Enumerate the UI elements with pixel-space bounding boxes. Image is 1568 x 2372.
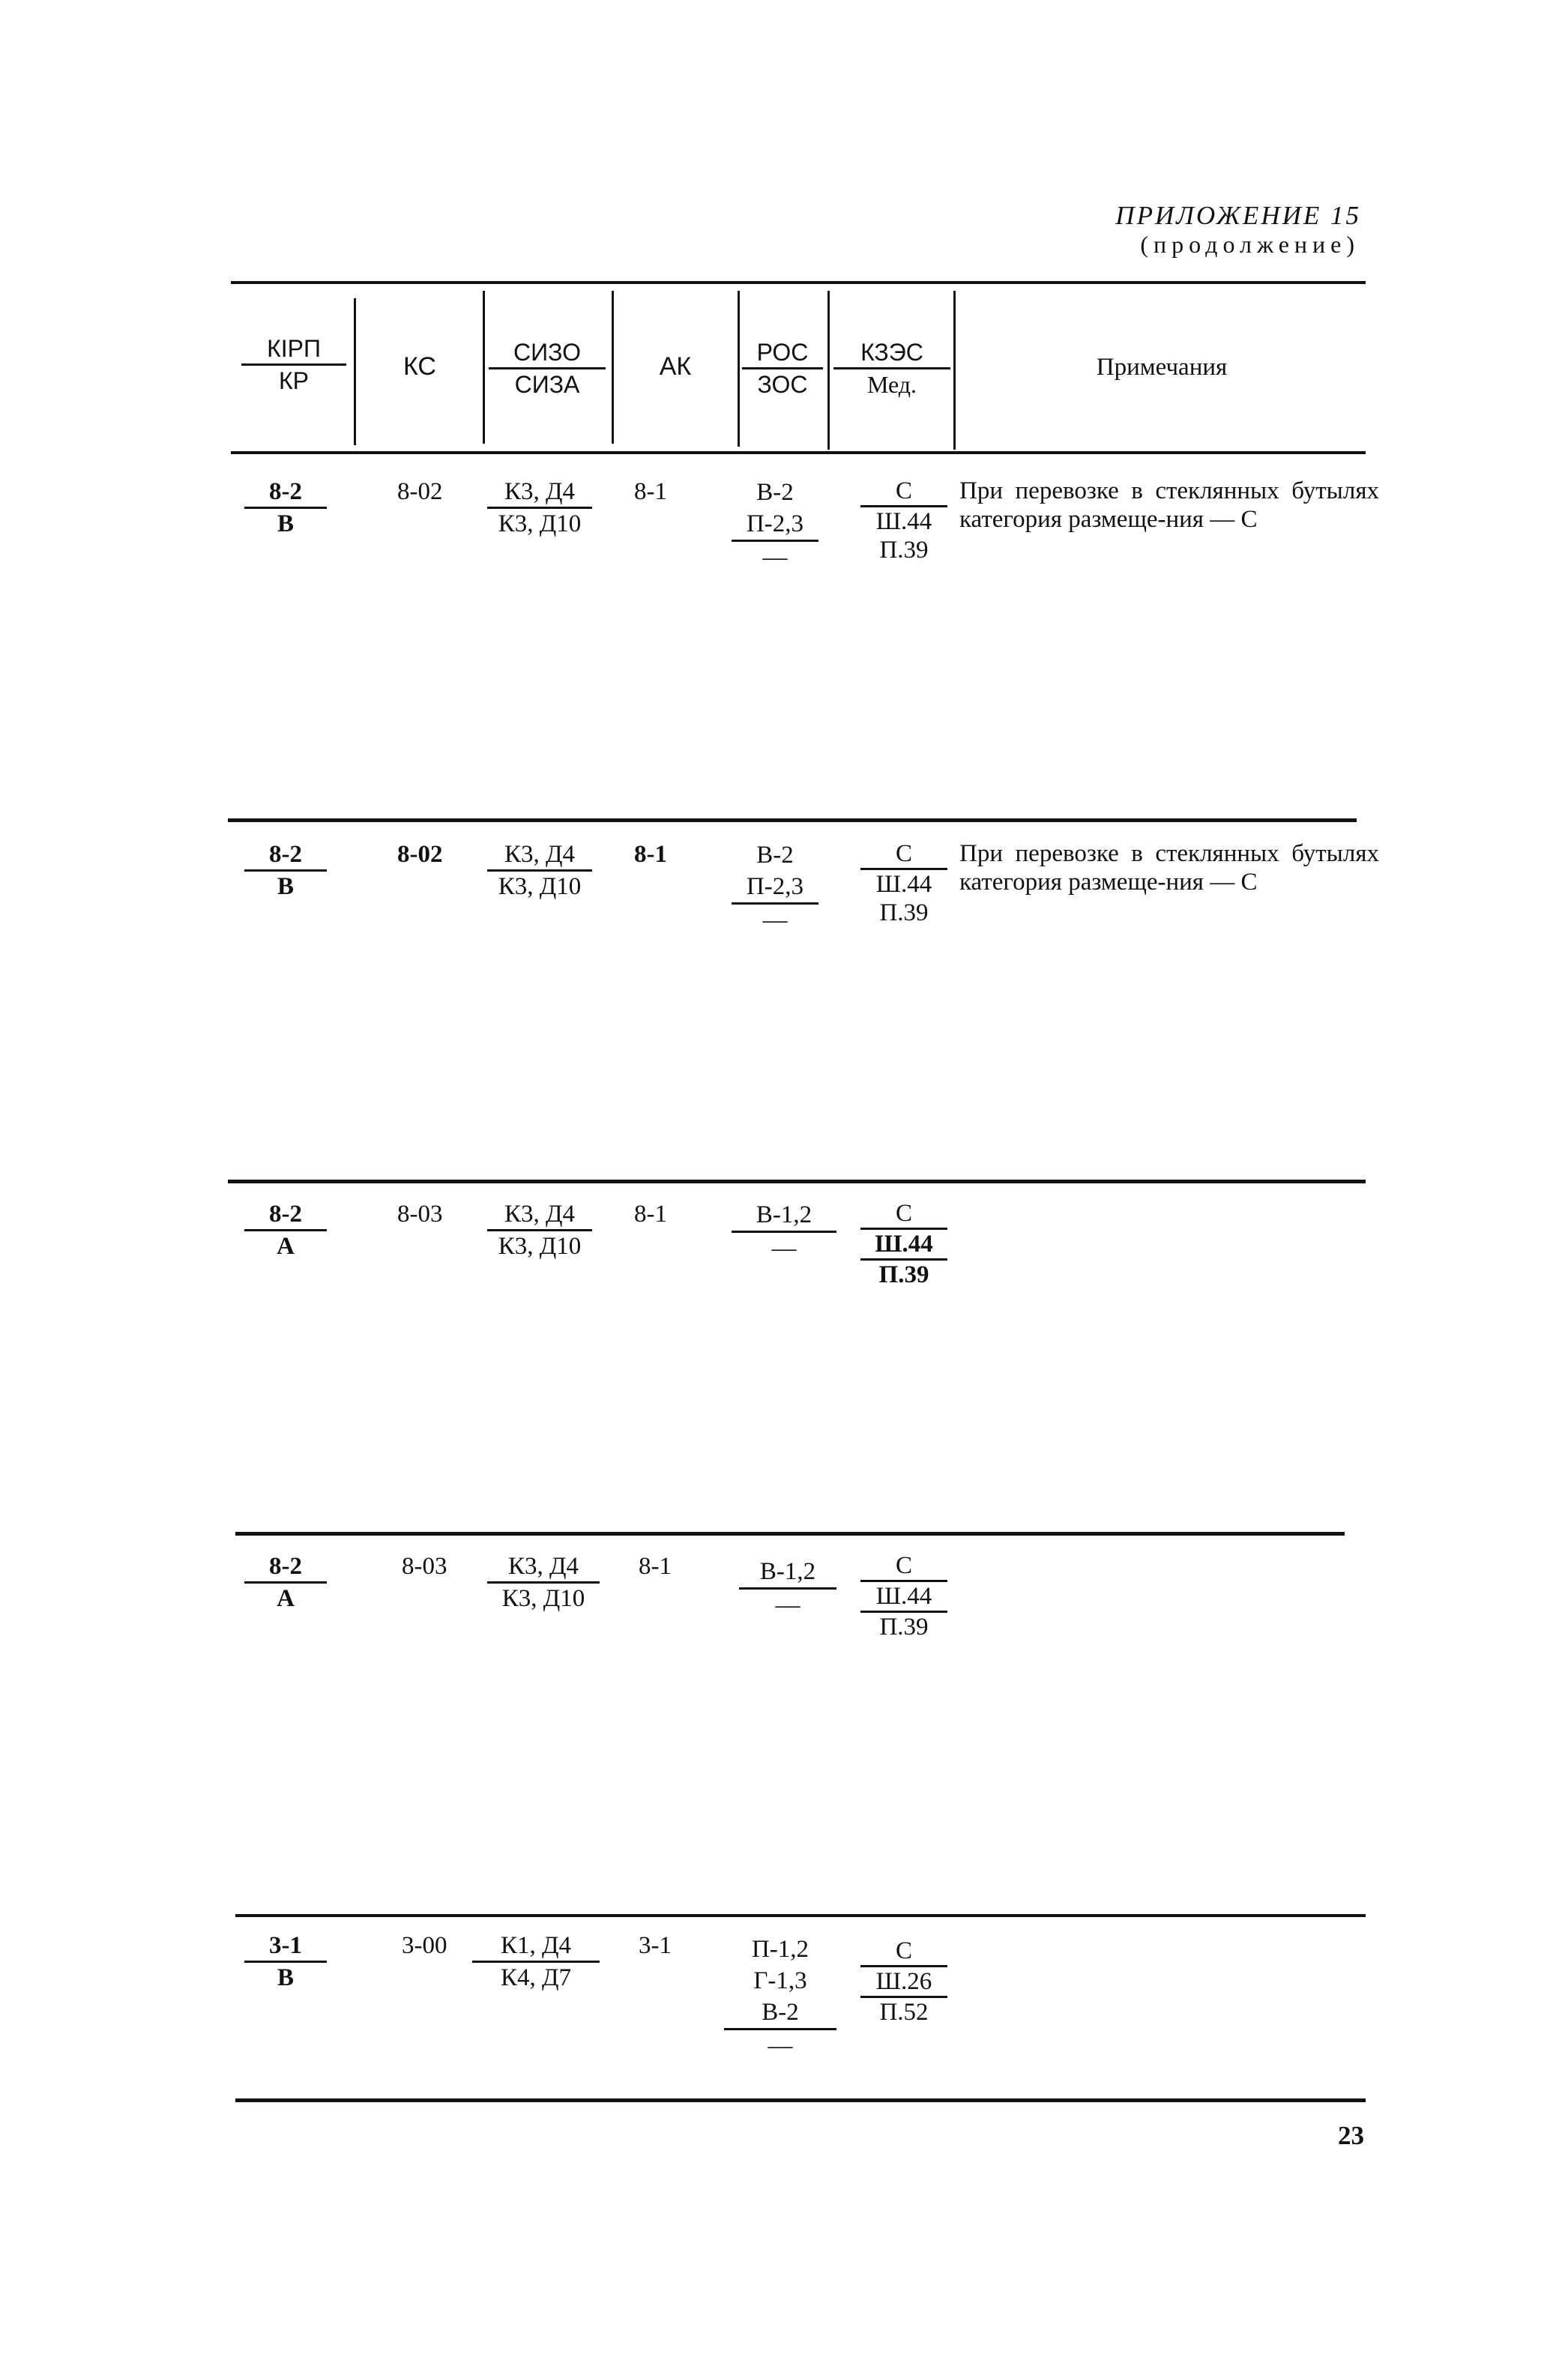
row2-ak: 8-1 <box>634 841 667 868</box>
row1-kr: В <box>277 510 294 537</box>
row3-med-2: П.39 <box>878 1261 929 1288</box>
row4-ak: 8-1 <box>639 1553 672 1580</box>
row3-ros-zos <box>732 1199 836 1264</box>
row2-kzes-med <box>860 839 947 927</box>
row3-kzes-med <box>860 1199 947 1289</box>
row3-ros-1: В-1,2 <box>732 1199 836 1233</box>
row5-ros-3: В-2 <box>724 1997 836 2030</box>
row3-kzes: С <box>860 1199 947 1230</box>
row1-kzes-med <box>860 477 947 564</box>
row1-ros-1: В-2 <box>756 479 794 506</box>
row5-ks: 3-00 <box>402 1932 447 1959</box>
row1-ks: 8-02 <box>397 478 443 505</box>
row-separator-3 <box>235 1532 1345 1536</box>
row5-med-1: Ш.26 <box>860 1967 947 1998</box>
row5-ros-zos <box>724 1934 836 2062</box>
col-ks: КС <box>403 352 436 381</box>
row4-sizo-siza <box>487 1551 600 1614</box>
col-kr-label: КР <box>279 367 309 394</box>
row2-med-2: П.39 <box>879 899 929 926</box>
row3-siza: К3, Д10 <box>498 1233 582 1260</box>
row1-note: При перевозке в стеклянных бутылях категория размеще-ния — С <box>959 477 1379 533</box>
row2-kirp: 8-2 <box>244 839 327 872</box>
row5-kirp-kr <box>244 1931 327 1993</box>
col-zos-label: ЗОС <box>757 371 808 398</box>
row4-sizo: К3, Д4 <box>487 1551 600 1584</box>
row2-kr: В <box>277 873 294 900</box>
row3-ak: 8-1 <box>634 1201 667 1228</box>
header-divider-5 <box>827 291 830 450</box>
row5-ros-2: Г-1,3 <box>753 1967 807 1994</box>
row-separator-1 <box>228 818 1357 822</box>
row2-sizo-siza <box>487 839 592 902</box>
row3-sizo: К3, Д4 <box>487 1199 592 1231</box>
row1-ros-2: П-2,3 <box>732 508 818 542</box>
page-number: 23 <box>1338 2121 1364 2150</box>
header-divider-4 <box>738 291 740 447</box>
row5-zos: — <box>768 2033 793 2059</box>
row1-sizo: К3, Д4 <box>487 477 592 509</box>
row1-med-1: Ш.44 <box>875 508 932 535</box>
row2-note: При перевозке в стеклянных бутылях категория размеще-ния — С <box>959 840 1379 896</box>
row2-ros-2: П-2,3 <box>732 871 818 905</box>
col-sizo-siza <box>489 337 606 399</box>
appendix-title: ПРИЛОЖЕНИЕ 15 <box>1115 201 1361 230</box>
row2-ros-1: В-2 <box>756 842 794 869</box>
row4-med-2: П.39 <box>879 1614 929 1641</box>
row4-kirp: 8-2 <box>244 1551 327 1584</box>
header-divider-6 <box>953 291 956 450</box>
row5-sizo: К1, Д4 <box>472 1931 600 1963</box>
row4-zos: — <box>775 1592 800 1619</box>
row3-ks: 8-03 <box>397 1201 443 1228</box>
row1-kirp-kr <box>244 477 327 539</box>
row3-med-1: Ш.44 <box>860 1230 947 1261</box>
row4-siza: К3, Д10 <box>501 1585 585 1612</box>
row4-med-1: Ш.44 <box>860 1582 947 1613</box>
col-kirp-kr <box>241 334 346 396</box>
row4-kr: А <box>277 1585 295 1612</box>
row4-ks: 8-03 <box>402 1553 447 1580</box>
row2-med-1: Ш.44 <box>875 871 932 898</box>
row2-kirp-kr <box>244 839 327 902</box>
table-top-rule <box>231 281 1366 284</box>
row1-zos: — <box>762 544 788 571</box>
row5-kzes: С <box>860 1937 947 1967</box>
row1-med-2: П.39 <box>879 537 929 564</box>
col-notes: Примечания <box>1096 354 1228 381</box>
col-ak: АК <box>659 352 692 381</box>
row3-sizo-siza <box>487 1199 592 1261</box>
col-ros-zos <box>742 337 823 399</box>
row5-sizo-siza <box>472 1931 600 1993</box>
row5-ak: 3-1 <box>639 1932 672 1959</box>
row5-med-2: П.52 <box>879 1999 929 2026</box>
row4-kzes-med <box>860 1551 947 1641</box>
row3-zos: — <box>771 1235 797 1262</box>
row4-kirp-kr <box>244 1551 327 1614</box>
row5-kirp: 3-1 <box>244 1931 327 1963</box>
row2-siza: К3, Д10 <box>498 873 582 900</box>
row1-kirp: 8-2 <box>244 477 327 509</box>
row5-siza: К4, Д7 <box>500 1964 572 1991</box>
row4-ros-zos <box>739 1556 836 1621</box>
row3-kr: А <box>277 1233 295 1260</box>
row-separator-2 <box>228 1180 1366 1183</box>
header-divider-2 <box>483 291 485 444</box>
row1-ros-zos <box>732 477 818 573</box>
row2-kzes: С <box>860 839 947 870</box>
header-divider-1 <box>354 298 356 445</box>
row2-ks: 8-02 <box>397 841 443 868</box>
row2-sizo: К3, Д4 <box>487 839 592 872</box>
row5-kr: В <box>277 1964 294 1991</box>
row1-ak: 8-1 <box>634 478 667 505</box>
col-kzes-med <box>833 337 950 399</box>
row-separator-4 <box>235 1914 1366 1917</box>
row1-sizo-siza <box>487 477 592 539</box>
col-med-label: Мед. <box>866 371 917 398</box>
row4-kzes: С <box>860 1551 947 1582</box>
col-kzes-label: КЗЭС <box>833 337 950 369</box>
col-ros-label: РОС <box>742 337 823 369</box>
row3-kirp: 8-2 <box>244 1199 327 1231</box>
row1-siza: К3, Д10 <box>498 510 582 537</box>
header-divider-3 <box>612 291 614 444</box>
row1-kzes: С <box>860 477 947 507</box>
row5-ros-1: П-1,2 <box>751 1936 809 1963</box>
row5-kzes-med <box>860 1937 947 2027</box>
row4-ros-1: В-1,2 <box>739 1556 836 1590</box>
row2-zos: — <box>762 907 788 934</box>
col-sizo-label: СИЗО <box>489 337 606 369</box>
col-siza-label: СИЗА <box>514 371 580 398</box>
table-bottom-rule <box>235 2098 1366 2102</box>
header-bottom-rule <box>231 451 1366 454</box>
col-kirp-label: КIРП <box>241 334 346 366</box>
row2-ros-zos <box>732 839 818 936</box>
row3-kirp-kr <box>244 1199 327 1261</box>
appendix-subtitle: (продолжение) <box>1140 231 1360 258</box>
